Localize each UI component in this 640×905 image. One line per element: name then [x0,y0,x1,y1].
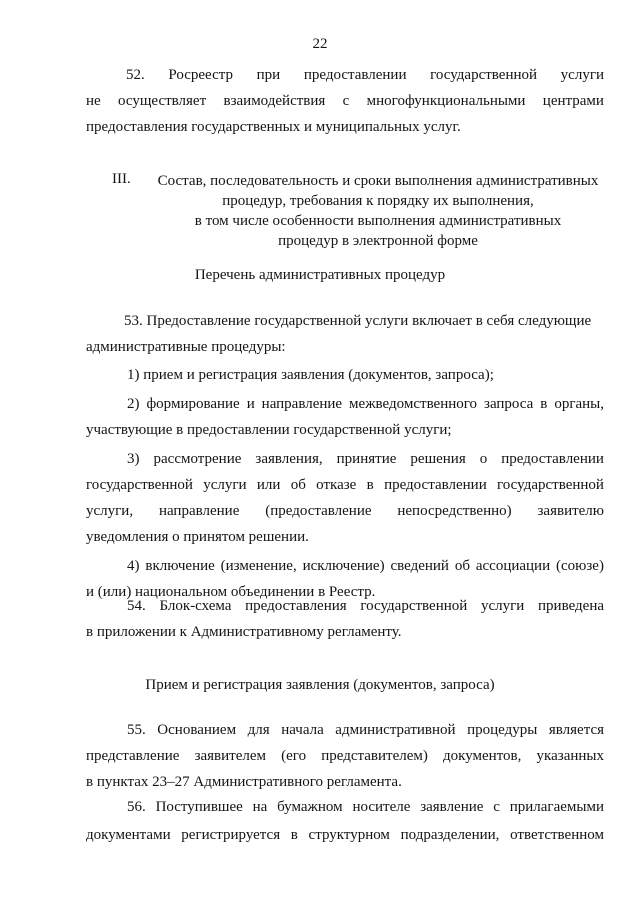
word: 54. [127,598,146,614]
paragraph-56-line-1 [86,794,604,820]
paragraph-53-line-1: 53. Предоставление государственной услуги включает в себя следующие [124,313,592,329]
word: или [256,477,281,493]
word: государственной [497,477,604,493]
paragraph-52-line-3: предоставления государственных и муниципальных услуг. [86,119,461,135]
word: решения [410,451,466,467]
section-number: III. [112,171,131,187]
list-item-1: 1) прием и регистрация заявления (документов, запроса); [127,367,494,383]
word: формирование [146,396,240,412]
word: начала [281,722,324,738]
word: Поступившее [155,799,243,815]
word: органы, [554,396,604,412]
word: подразделении, [400,827,500,843]
word: исключение) [302,558,385,574]
word: заявителю [537,503,604,519]
word: непосредственно) [397,503,512,519]
word: не [86,93,101,109]
page-number: 22 [312,36,328,52]
word: является [548,722,604,738]
word: представление [86,748,180,764]
paragraph-54-line-2: в приложении к Административному регламенту. [86,624,402,640]
word: на [252,799,268,815]
paragraph-54 [86,593,604,645]
paragraph-55-line-1 [86,717,604,743]
list-item-3-line-2 [86,472,604,498]
word: осуществляет [118,93,207,109]
word: взаимодействия [223,93,326,109]
word: межведомственного [349,396,478,412]
word: услуги [560,67,604,83]
word: (изменение, [220,558,297,574]
word: 3) [127,451,140,467]
word: рассмотрение [153,451,242,467]
word: указанных [536,748,604,764]
word: принятие [336,451,397,467]
section-title-line: в том числе особенности выполнения административных [194,213,562,229]
word: (союзе) [556,558,604,574]
subheading-procedures-list: Перечень административных процедур [194,267,446,283]
word: для [247,722,270,738]
word: заявителем [194,748,267,764]
list-item-3-line-3 [86,498,604,524]
word: ответственном [510,827,604,843]
word: многофункциональными [366,93,526,109]
word: при [256,67,281,83]
word: сведений [390,558,449,574]
word: услуги, [86,503,134,519]
word: услуги [480,598,525,614]
word: государственной [430,67,538,83]
word: включение [145,558,215,574]
word: процедуры [467,722,538,738]
paragraph-56 [86,794,604,848]
paragraph-56-line-2 [86,822,604,848]
word: ассоциации [475,558,551,574]
section-title-line: процедур в электронной форме [278,233,478,249]
word: в [290,827,298,843]
word: с [493,799,500,815]
paragraph-53 [86,308,604,605]
word: отказе [316,477,357,493]
section-title-line: Состав, последовательность и сроки выполнения административных [157,173,599,189]
paragraph-54-line-1 [86,593,604,619]
paragraph-52 [86,62,604,140]
paragraph-53-line-2: административные процедуры: [86,339,286,355]
list-item-3-line-4: уведомления о принятом решении. [86,529,309,545]
word: административной [335,722,456,738]
word: предоставлении [501,451,604,467]
word: документов, [443,748,522,764]
word: о [479,451,488,467]
word: прилагаемыми [509,799,604,815]
word: направление [158,503,240,519]
word: предоставления [245,598,347,614]
list-item-2-line-2: участвующие в предоставлении государственной услуги; [86,422,452,438]
section-title-line: процедур, требования к порядку их выполнения, [222,193,534,209]
subheading-reception: Прием и регистрация заявления (документов, запроса) [145,677,495,693]
word: центрами [542,93,604,109]
word: документами [86,827,171,843]
paragraph-55-line-2 [86,743,604,769]
paragraph-52-line-1 [86,62,604,88]
word: об [454,558,470,574]
section-heading [112,171,602,251]
word: в [366,477,374,493]
word: носителе [352,799,411,815]
word: приведена [538,598,604,614]
word: услуги [203,477,247,493]
word: заявление [420,799,484,815]
word: Росреестр [168,67,233,83]
word: государственной [360,598,468,614]
paragraph-55-line-3: в пунктах 23–27 Административного регламента. [86,774,402,790]
word: 52. [126,67,145,83]
word: предоставлении [303,67,407,83]
list-item-4-line-2: и (или) национальном объединении в Реестр. [86,584,376,600]
word: и [246,396,255,412]
word: Блок-схема [159,598,232,614]
word: (его [281,748,307,764]
word: (предоставление [265,503,372,519]
word: государственной [86,477,193,493]
word: заявления, [255,451,323,467]
word: предоставлении [384,477,487,493]
word: представителем) [321,748,428,764]
word: регистрируется [181,827,281,843]
list-item-2-line-1 [86,391,604,417]
word: структурном [308,827,390,843]
paragraph-52-line-2 [86,88,604,114]
list-item-4-line-1 [86,553,604,579]
section-title [154,171,602,251]
word: об [290,477,306,493]
word: 56. [127,799,146,815]
word: с [342,93,350,109]
paragraph-55 [86,717,604,795]
word: направление [261,396,343,412]
word: 2) [127,396,140,412]
word: в [540,396,548,412]
word: 4) [127,558,140,574]
word: запроса [484,396,534,412]
list-item-3-line-1 [86,446,604,472]
word: бумажном [277,799,343,815]
word: Основанием [157,722,237,738]
word: 55. [127,722,146,738]
